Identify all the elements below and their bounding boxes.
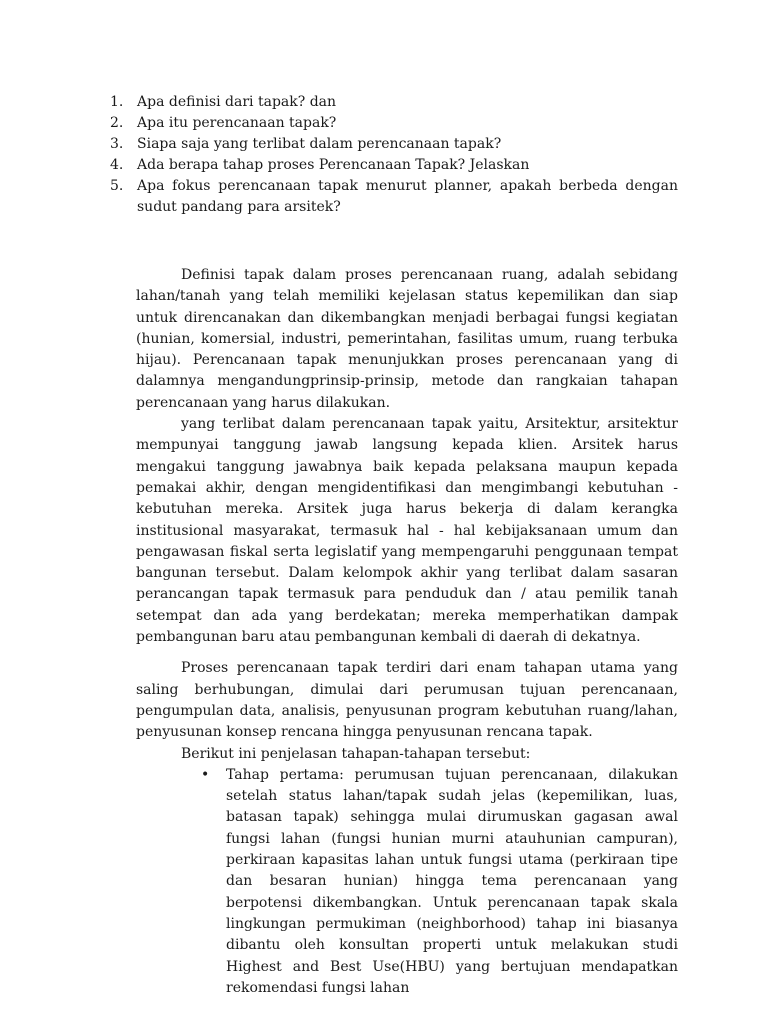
question-item-4	[110, 155, 678, 176]
question-text: Ada berapa tahap proses Perencanaan Tapak? Jelaskan	[137, 157, 530, 173]
question-item-5	[110, 176, 678, 218]
question-item-3	[110, 134, 678, 155]
bullet-item-stage-1	[181, 765, 678, 999]
bullet-marker: •	[201, 766, 210, 783]
question-number: 3.	[110, 136, 124, 152]
paragraph-stages-intro: Berikut ini penjelasan tahapan-tahapan tersebut:	[181, 745, 531, 762]
question-number: 4.	[110, 157, 124, 173]
question-text: Apa itu perencanaan tapak?	[137, 115, 337, 131]
question-number: 1.	[110, 94, 124, 110]
question-text: Siapa saja yang terlibat dalam perencanaan tapak?	[137, 136, 502, 152]
question-text: Apa fokus perencanaan tapak menurut planner, apakah berbeda dengan sudut pandang para arsitek?	[137, 178, 678, 215]
document-body	[136, 265, 678, 999]
stage-bullet-list	[136, 765, 678, 999]
question-text: Apa definisi dari tapak? dan	[137, 94, 337, 110]
question-item-2	[110, 113, 678, 134]
bullet-text: Tahap pertama: perumusan tujuan perencanaan, dilakukan setelah status lahan/tapak sudah jelas (kepemilikan, luas, batasan tapak) sehingga mulai dirumuskan gagasan awal fungsi lahan (fungsi hunian murni atauhunian campuran), perkiraan kapasitas lahan untuk fungsi utama (perkiraan tipe dan besaran hunian) hingga tema perencanaan yang berpotensi dikembangkan. Untuk perencanaan tapak skala lingkungan permukiman (neighborhood) tahap ini biasanya dibantu oleh konsultan properti untuk melakukan studi Highest and Best Use(HBU) yang bertujuan mendapatkan rekomendasi fungsi lahan	[226, 766, 678, 996]
question-number: 2.	[110, 115, 124, 131]
paragraph-stakeholders: yang terlibat dalam perencanaan tapak yaitu, Arsitektur, arsitektur mempunyai tanggung jawab langsung kepada klien. Arsitek harus mengakui tanggung jawabnya baik kepada pelaksana maupun kepada pemakai akhir, dengan mengidentifikasi dan mengimbangi kebutuhan - kebutuhan mereka. Arsitek juga harus bekerja di dalam kerangka institusional masyarakat, termasuk hal - hal kebijaksanaan umum dan pengawasan fiskal serta legislatif yang mempengaruhi penggunaan tempat bangunan tersebut. Dalam kelompok akhir yang terlibat dalam sasaran perancangan tapak termasuk para penduduk dan / atau pemilik tanah setempat dan ada yang berdekatan; mereka memperhatikan dampak pembangunan baru atau pembangunan kembali di daerah di dekatnya.	[136, 416, 678, 646]
question-number: 5.	[110, 178, 124, 194]
paragraph-process-stages: Proses perencanaan tapak terdiri dari enam tahapan utama yang saling berhubungan, dimulai dari perumusan tujuan perencanaan, pengumpulan data, analisis, penyusunan program kebutuhan ruang/lahan, penyusunan konsep rencana hingga penyusunan rencana tapak.	[136, 660, 678, 741]
question-item-1	[110, 92, 678, 113]
paragraph-site-definition: Definisi tapak dalam proses perencanaan ruang, adalah sebidang lahan/tanah yang telah memiliki kejelasan status kepemilikan dan siap untuk direncanakan dan dikembangkan menjadi berbagai fungsi kegiatan (hunian, komersial, industri, pemerintahan, fasilitas umum, ruang terbuka hijau). Perencanaan tapak menunjukkan proses perencanaan yang di dalamnya mengandungprinsip-prinsip, metode dan rangkaian tahapan perencanaan yang harus dilakukan.	[136, 267, 678, 411]
question-list	[110, 92, 678, 218]
